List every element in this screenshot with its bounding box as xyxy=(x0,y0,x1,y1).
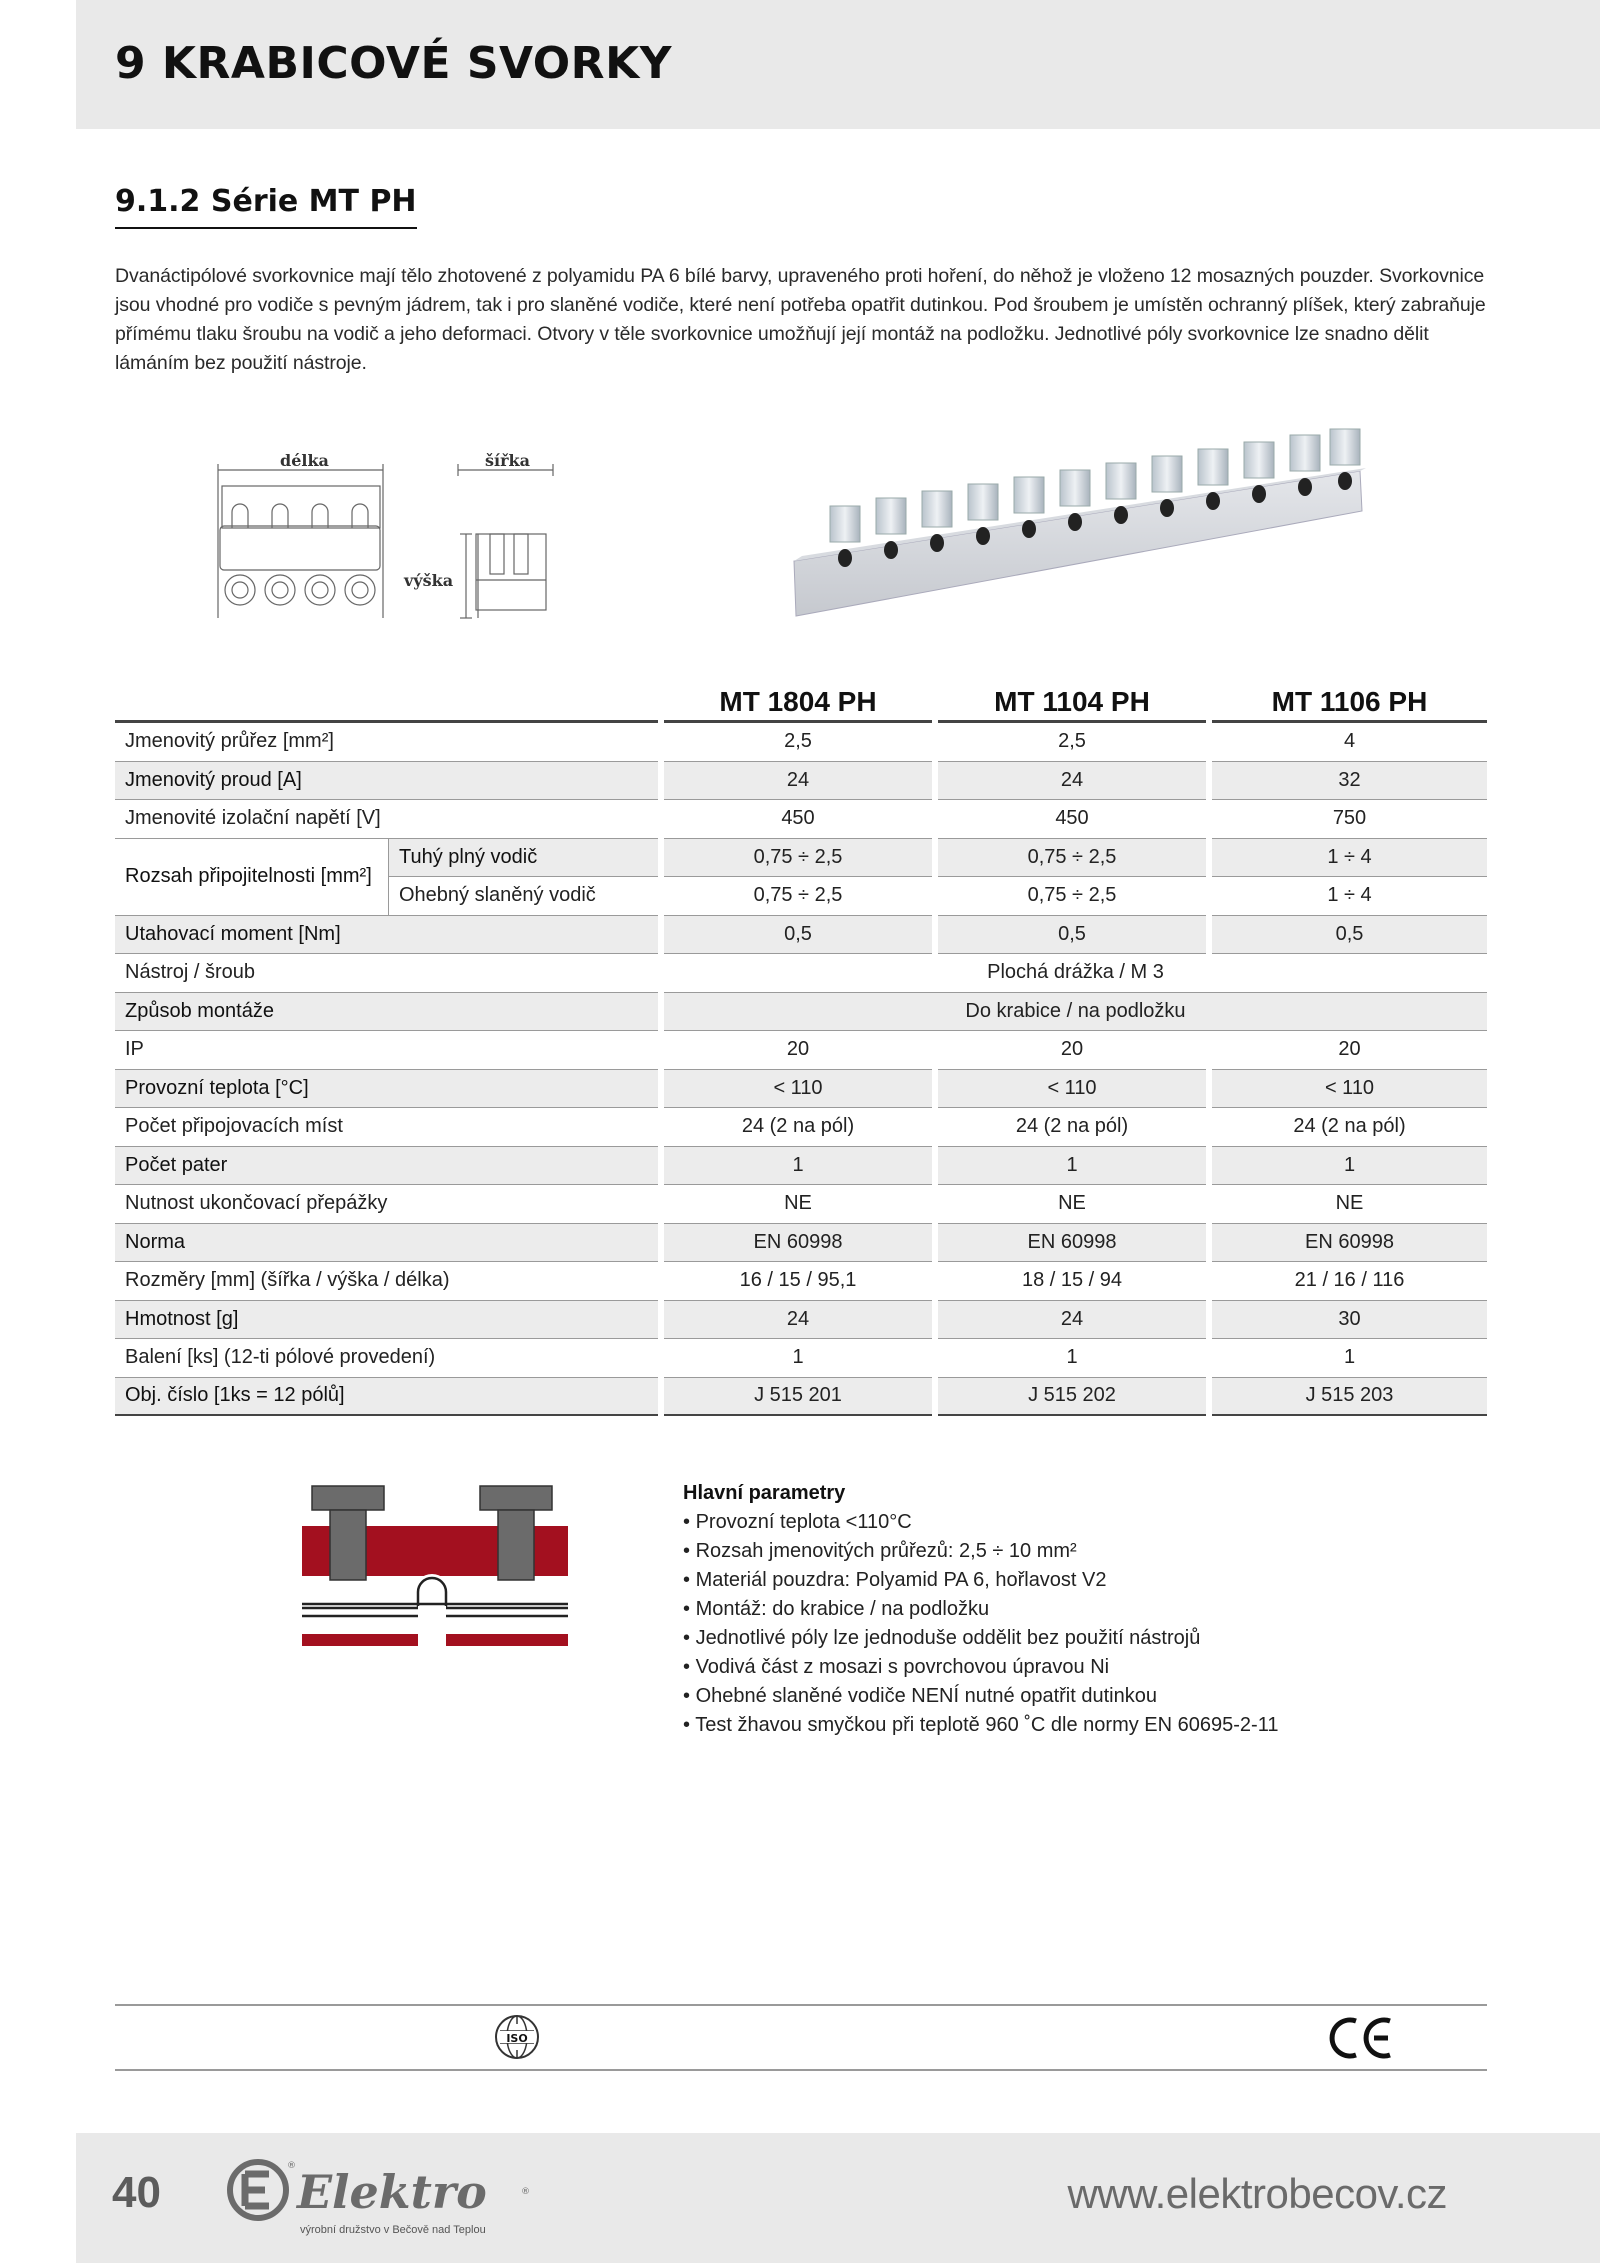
cell-value: 21 / 16 / 116 xyxy=(1212,1262,1487,1301)
logo-tagline: výrobní družstvo v Bečově nad Teplou xyxy=(300,2224,486,2236)
cell-value: 450 xyxy=(938,800,1206,839)
cell-value: 450 xyxy=(664,800,932,839)
table-row xyxy=(115,954,1487,993)
table-row xyxy=(115,1108,1487,1147)
table-row xyxy=(115,916,1487,955)
table-row xyxy=(115,1339,1487,1378)
cell-value: 30 xyxy=(1212,1301,1487,1340)
cell-value: 32 xyxy=(1212,762,1487,801)
table-row xyxy=(115,1147,1487,1186)
list-item: • Test žhavou smyčkou při teplotě 960 ˚C dle normy EN 60695-2-11 xyxy=(683,1711,1278,1740)
cell-value: 750 xyxy=(1212,800,1487,839)
cell-value: NE xyxy=(1212,1185,1487,1224)
list-item: • Ohebné slaněné vodiče NENÍ nutné opatřit dutinkou xyxy=(683,1682,1278,1711)
cell-value: 1 xyxy=(1212,1339,1487,1378)
row-label: Nástroj / šroub xyxy=(115,954,658,993)
cell-value: 2,5 xyxy=(664,723,932,762)
row-label: Počet pater xyxy=(115,1147,658,1186)
cell-value: 0,75 ÷ 2,5 xyxy=(938,839,1206,878)
divider xyxy=(115,2069,1487,2071)
drawing-length-label: délka xyxy=(280,451,329,470)
cell-value: 0,5 xyxy=(664,916,932,955)
page-number: 40 xyxy=(112,2168,161,2217)
cell-value: NE xyxy=(938,1185,1206,1224)
svg-text:CE: CE xyxy=(1359,2044,1361,2045)
row-label: Rozsah připojitelnosti [mm²] xyxy=(115,839,388,916)
cell-value: EN 60998 xyxy=(664,1224,932,1263)
table-row xyxy=(115,1378,1487,1417)
cell-value: 24 (2 na pól) xyxy=(1212,1108,1487,1147)
cell-value: EN 60998 xyxy=(938,1224,1206,1263)
cell-value: 24 xyxy=(664,1301,932,1340)
row-sublabel: Ohebný slaněný vodič xyxy=(388,877,658,916)
drawing-height-label: výška xyxy=(404,571,454,590)
row-label: Jmenovité izolační napětí [V] xyxy=(115,800,658,839)
drawing-width-label: šířka xyxy=(485,451,530,470)
table-row xyxy=(115,1224,1487,1263)
product-photo xyxy=(790,416,1370,626)
params-list xyxy=(683,1508,1278,1740)
dimension-drawing xyxy=(208,450,580,635)
cell-value: EN 60998 xyxy=(1212,1224,1487,1263)
cross-section-illustration xyxy=(300,1484,570,1654)
cell-value: 0,5 xyxy=(1212,916,1487,955)
row-label: IP xyxy=(115,1031,658,1070)
cell-value: 0,75 ÷ 2,5 xyxy=(664,877,932,916)
table-row xyxy=(115,1262,1487,1301)
cell-value: < 110 xyxy=(1212,1070,1487,1109)
cell-value: 24 xyxy=(938,1301,1206,1340)
cell-value: < 110 xyxy=(938,1070,1206,1109)
cell-value: 0,75 ÷ 2,5 xyxy=(938,877,1206,916)
row-label: Obj. číslo [1ks = 12 pólů] xyxy=(115,1378,658,1417)
model-header: MT 1104 PH xyxy=(938,682,1206,723)
cell-value: 2,5 xyxy=(938,723,1206,762)
model-header: MT 1804 PH xyxy=(664,682,932,723)
cell-value: < 110 xyxy=(664,1070,932,1109)
row-sublabel: Tuhý plný vodič xyxy=(388,839,658,878)
cell-value: J 515 203 xyxy=(1212,1378,1487,1417)
table-row xyxy=(115,839,1487,878)
row-label: Počet připojovacích míst xyxy=(115,1108,658,1147)
row-label: Utahovací moment [Nm] xyxy=(115,916,658,955)
divider xyxy=(115,2004,1487,2006)
table-row xyxy=(115,1070,1487,1109)
cell-value: 0,5 xyxy=(938,916,1206,955)
row-label: Jmenovitý průřez [mm²] xyxy=(115,723,658,762)
cell-value: 1 ÷ 4 xyxy=(1212,877,1487,916)
table-row xyxy=(115,800,1487,839)
cell-value: 16 / 15 / 95,1 xyxy=(664,1262,932,1301)
cell-value: 1 xyxy=(664,1339,932,1378)
logo-text: Elektro xyxy=(297,2165,487,2219)
list-item: • Jednotlivé póly lze jednoduše oddělit bez použití nástrojů xyxy=(683,1624,1278,1653)
chapter-title: 9 KRABICOVÉ SVORKY xyxy=(115,38,673,89)
table-row xyxy=(115,993,1487,1032)
cell-value: 1 xyxy=(938,1147,1206,1186)
row-label: Způsob montáže xyxy=(115,993,658,1032)
spec-table xyxy=(115,682,1487,1416)
table-row xyxy=(115,723,1487,762)
cell-value: 0,75 ÷ 2,5 xyxy=(664,839,932,878)
row-label: Jmenovitý proud [A] xyxy=(115,762,658,801)
cell-value: 1 xyxy=(938,1339,1206,1378)
cell-value: 20 xyxy=(938,1031,1206,1070)
table-row xyxy=(115,1185,1487,1224)
cell-value: 24 (2 na pól) xyxy=(664,1108,932,1147)
cell-value: 20 xyxy=(664,1031,932,1070)
svg-text:ISO: ISO xyxy=(506,2032,528,2045)
main-parameters xyxy=(683,1479,1278,1740)
cell-value: 1 ÷ 4 xyxy=(1212,839,1487,878)
row-label: Rozměry [mm] (šířka / výška / délka) xyxy=(115,1262,658,1301)
row-label: Balení [ks] (12-ti pólové provedení) xyxy=(115,1339,658,1378)
table-row xyxy=(115,762,1487,801)
cell-value-span: Do krabice / na podložku xyxy=(664,993,1487,1032)
cell-value: J 515 202 xyxy=(938,1378,1206,1417)
row-label: Norma xyxy=(115,1224,658,1263)
iso-icon xyxy=(494,2014,540,2060)
table-row xyxy=(115,1031,1487,1070)
cell-value: 18 / 15 / 94 xyxy=(938,1262,1206,1301)
list-item: • Vodivá část z mosazi s povrchovou úpravou Ni xyxy=(683,1653,1278,1682)
svg-text:®: ® xyxy=(521,2187,530,2197)
ce-mark-icon xyxy=(1326,2016,1394,2060)
cell-value-span: Plochá drážka / M 3 xyxy=(664,954,1487,993)
list-item: • Provozní teplota <110°C xyxy=(683,1508,1278,1537)
svg-text:®: ® xyxy=(287,2161,296,2171)
list-item: • Rozsah jmenovitých průřezů: 2,5 ÷ 10 mm² xyxy=(683,1537,1278,1566)
list-item: • Montáž: do krabice / na podložku xyxy=(683,1595,1278,1624)
intro-paragraph: Dvanáctipólové svorkovnice mají tělo zhotovené z polyamidu PA 6 bílé barvy, upraveného proti hoření, do něhož je vloženo 12 mosazných pouzder. Svorkovnice jsou vhodné pro vodiče s pevným jádrem, tak i pro slaněné vodiče, které není potřeba opatřit dutinkou. Pod šroubem je umístěn ochranný plíšek, který zabraňuje přímému tlaku šroubu na vodič a jeho deformaci. Otvory v těle svorkovnice umožňují její montáž na podložku. Jednotlivé póly svorkovnice lze snadno dělit lámáním bez použití nástroje. xyxy=(115,265,1486,374)
cell-value: 24 (2 na pól) xyxy=(938,1108,1206,1147)
row-label: Provozní teplota [°C] xyxy=(115,1070,658,1109)
params-title: Hlavní parametry xyxy=(683,1482,846,1504)
cell-value: 24 xyxy=(664,762,932,801)
row-label: Nutnost ukončovací přepážky xyxy=(115,1185,658,1224)
section-title: 9.1.2 Série MT PH xyxy=(115,184,417,229)
table-row xyxy=(115,1301,1487,1340)
cell-value: 1 xyxy=(664,1147,932,1186)
cell-value: 24 xyxy=(938,762,1206,801)
cell-value: 1 xyxy=(1212,1147,1487,1186)
row-label: Hmotnost [g] xyxy=(115,1301,658,1340)
cell-value: NE xyxy=(664,1185,932,1224)
table-header-row xyxy=(115,682,1487,723)
list-item: • Materiál pouzdra: Polyamid PA 6, hořlavost V2 xyxy=(683,1566,1278,1595)
cell-value: 4 xyxy=(1212,723,1487,762)
website-link[interactable]: www.elektrobecov.cz xyxy=(1067,2170,1447,2217)
cell-value: 20 xyxy=(1212,1031,1487,1070)
cell-value: J 515 201 xyxy=(664,1378,932,1417)
model-header: MT 1106 PH xyxy=(1212,682,1487,723)
